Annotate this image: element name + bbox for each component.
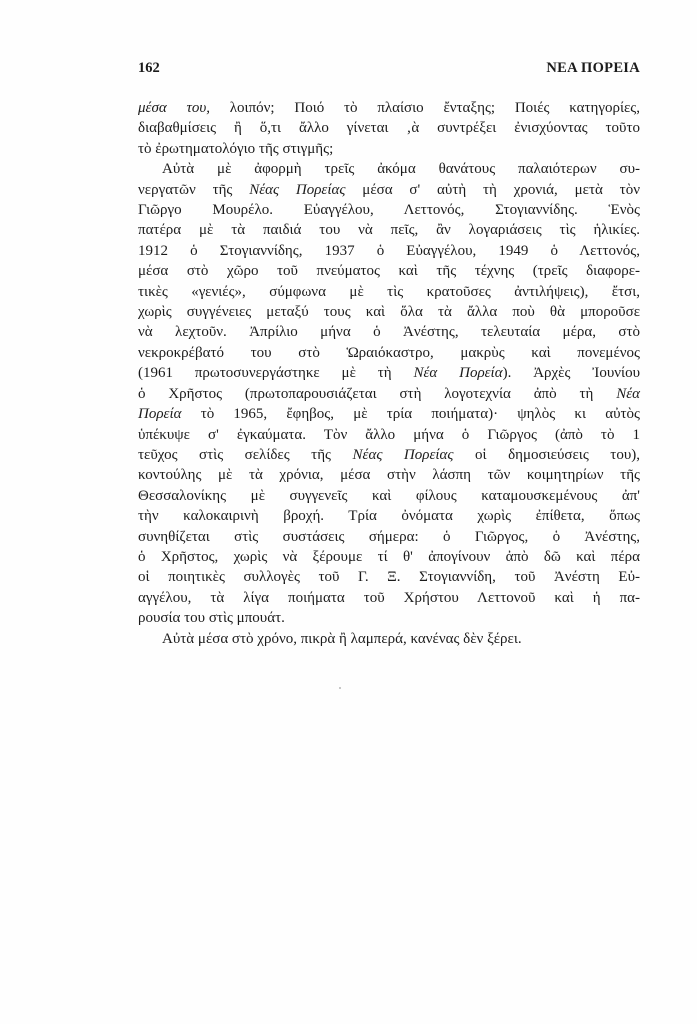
text-line: [138, 98, 640, 118]
text-span: ὁ Χρῆστος (πρωτοπαρουσιάζεται στὴ λογοτεχνία ἀπὸ τὴ: [138, 385, 617, 402]
text-span: συνηθίζεται στὶς συστάσεις σήμερα: ὁ Γιῶργος, ὁ Ἀνέστης,: [138, 528, 640, 545]
journal-title: ΝΕΑ ΠΟΡΕΙΑ: [546, 60, 640, 76]
paragraph: [138, 629, 640, 649]
text-line: [138, 261, 640, 281]
text-span: ρουσία του στὶς μπουάτ.: [138, 610, 285, 627]
text-span: διαβαθμίσεις ἢ ὅ,τι ἄλλο γίνεται ‚ὰ συντρέξει ἐνισχύοντας τοῦτο: [138, 120, 640, 137]
text-span: μέσα στὸ χῶρο τοῦ πνεύματος καὶ τῆς τέχνης (τρεῖς διαφορε-: [138, 263, 640, 280]
text-span: νεργατῶν τῆς: [138, 181, 250, 198]
paragraph: [138, 159, 640, 628]
text-line: [138, 180, 640, 200]
text-span: κοντούλης μὲ τὰ χρόνια, μέσα στὴν λάσπη τῶν κοιμητηρίων τῆς: [138, 467, 640, 484]
text-line: [138, 506, 640, 526]
text-line: [138, 118, 640, 138]
text-line: [138, 404, 640, 424]
text-span: ὁ Χρῆστος, χωρὶς νὰ ξέρουμε τί θ' ἀπογίνουν ἀπὸ δῶ καὶ πέρα: [138, 548, 640, 565]
text-span: χωρὶς συγγένειες μεταξύ τους καὶ ὅλα τὰ ἄλλα ποὺ θὰ μποροῦσε: [138, 304, 640, 321]
italic-title-span: μέσα του,: [138, 100, 210, 116]
italic-title-span: Νέας Πορείας: [249, 181, 346, 198]
text-span: τεῦχος στὶς σελίδες τῆς: [138, 446, 353, 463]
text-span: νεκροκρέβατό του στὸ Ὡραιόκαστρο, μακρὺς καὶ πονεμένος: [138, 344, 640, 361]
text-span: Αὐτὰ μέσα στὸ χρόνο, πικρὰ ἢ λαμπερά, κανένας δὲν ξέρει.: [162, 630, 522, 647]
text-span: ὑπέκυψε σ' ἐγκαύματα. Τὸν ἄλλο μήνα ὁ Γιῶργος (ἀπὸ τὸ 1: [138, 426, 640, 443]
text-line: [138, 608, 640, 628]
text-span: οἱ ποιητικὲς συλλογὲς τοῦ Γ. Ξ. Στογιαννίδη, τοῦ Ἀνέστη Εὐ-: [138, 569, 640, 586]
text-span: πατέρα μὲ τὰ παιδιά του νὰ πεῖς, ἂν λογαριάσεις τὶς ἡλικίες.: [138, 222, 640, 239]
text-span: τὸ ἐρωτηματολόγιο τῆς στιγμῆς;: [138, 140, 334, 157]
paragraph: [138, 98, 640, 159]
text-line: [138, 588, 640, 608]
text-span: τὸ 1965, ἔφηβος, μὲ τρία ποιήματα)· ψηλὸς κι αὐτὸς: [181, 406, 640, 423]
text-span: μέσα σ' αὐτὴ τὴ χρονιά, μετὰ τὸν: [345, 181, 640, 198]
text-line: [138, 241, 640, 261]
text-span: 1912 ὁ Στογιαννίδης, 1937 ὁ Εὐαγγέλου, 1949 ὁ Λεττονός,: [138, 242, 640, 259]
italic-title-span: Νέας Πορείας: [352, 446, 454, 463]
text-span: τὴν καλοκαιρινὴ βροχή. Τρία ὀνόματα χωρὶς ἐπίθετα, ὅπως: [138, 508, 640, 525]
text-line: [138, 139, 640, 159]
text-line: [138, 322, 640, 342]
text-line: [138, 159, 640, 179]
italic-title-span: Νέα Πορεία: [413, 365, 503, 382]
text-span: (1961 πρωτοσυνεργάστηκε μὲ τὴ: [138, 365, 414, 382]
article-body: [138, 98, 640, 649]
page-number: 162: [138, 60, 160, 76]
text-line: [138, 425, 640, 445]
text-line: [138, 629, 640, 649]
text-span: λοιπόν; Ποιό τὸ πλαίσιο ἔνταξης; Ποιές κατηγορίες,: [210, 100, 640, 116]
italic-title-span: Νέα: [616, 385, 640, 402]
text-line: [138, 465, 640, 485]
text-span: ). Ἀρχὲς Ἰουνίου: [502, 365, 640, 382]
text-line: [138, 220, 640, 240]
text-span: Γιῶργο Μουρέλο. Εὐαγγέλου, Λεττονός, Στογιαννίδης. Ἑνὸς: [138, 202, 640, 219]
text-line: [138, 200, 640, 220]
text-span: αγγέλου, τὰ λίγα ποιήματα τοῦ Χρήστου Λεττονοῦ καὶ ἡ πα-: [138, 589, 640, 606]
text-line: [138, 302, 640, 322]
text-span: Θεσσαλονίκης μὲ συγγενεῖς καὶ φίλους καταμουσκεμένους ἀπ': [138, 487, 640, 504]
text-line: [138, 384, 640, 404]
text-line: [138, 486, 640, 506]
text-span: Αὐτὰ μὲ ἀφορμὴ τρεῖς ἀκόμα θανάτους παλαιότερων συ-: [162, 161, 640, 178]
text-line: [138, 445, 640, 465]
text-line: [138, 527, 640, 547]
text-line: [138, 567, 640, 587]
text-line: [138, 343, 640, 363]
text-line: [138, 547, 640, 567]
running-head: [138, 60, 640, 82]
text-span: οἱ δημοσιεύσεις του),: [453, 446, 640, 463]
text-line: [138, 363, 640, 383]
text-span: νὰ λεχτοῦν. Ἀπρίλιο μήνα ὁ Ἀνέστης, τελευταία μέρα, στὸ: [138, 324, 640, 341]
text-span: τικὲς «γενιές», σύμφωνα μὲ τὶς κρατοῦσες ἀντιλήψεις), ἔτσι,: [138, 283, 640, 300]
text-line: [138, 282, 640, 302]
paper-speck: [339, 687, 341, 689]
italic-title-span: Πορεία: [138, 406, 182, 423]
